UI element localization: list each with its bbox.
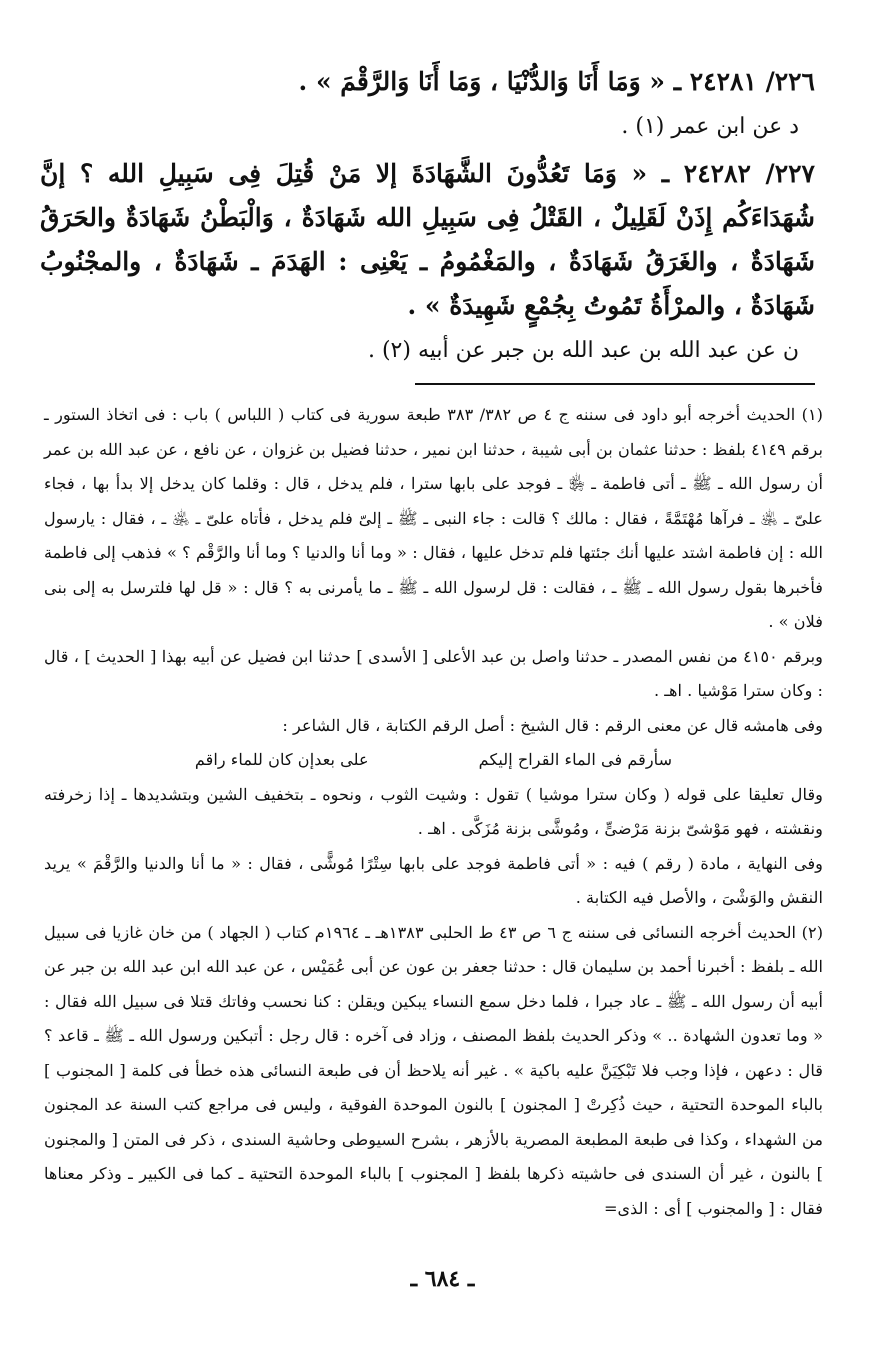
hadith-227: ٢٢٧/ ٢٤٢٨٢ ـ « وَمَا تَعُدُّونَ الشَّهَادَةَ إلا مَنْ قُتِلَ فِى سَبِيلِ الله ؟ إنَّ شُهَدَاءَكُم إِذَنْ لَقَلِيلٌ ، القَتْلُ فِى سَبِيلِ الله شَهَادَةٌ ، وَالْبَطْنُ شَهَادَةٌ والحَرَقُ شَهَادَةٌ ، والغَرَقُ شَهَادَةٌ ، والمَغْمُومُ ـ يَعْنِى : الهَدَمَ ـ شَهَادَةٌ ، والمجْنُوبُ شَهَادَةٌ ، والمرْأَةُ تَمُوتُ بِجُمْعٍ شَهِيدَةٌ » . [40,159,815,320]
hadith-227-source: ن عن عبد الله بن عبد الله بن جبر عن أبيه (٢) . [367,338,799,363]
footnotes [44,398,823,1226]
footnote-1: (١) الحديث أخرجه أبو داود فى سننه ج ٤ ص ٣٨٢/ ٣٨٣ طبعة سورية فى كتاب ( اللباس ) باب : فى اتخاذ الستور ـ برقم ٤١٤٩ بلفظ : حدثنا عثمان بن أبى شيبة ، حدثنا ابن نمير ، حدثنا فضيل بن غزوان ، عن نافع ، عن عبد الله بن عمر أن رسول الله ـ ﷺ ـ أتى فاطمة ـ ﵂ ـ فوجد على بابها سترا ، فلم يدخل ، قال : وقلما كان يدخل إلا بدأ بها ، فجاء علىّ ـ ﵁ ـ فرآها مُهْتَمَّةً ، فقال : مالك ؟ قالت : جاء النبى ـ ﷺ ـ إلىّ فلم يدخل ، فأتاه علىّ ـ ﵁ ـ ، فقال : يارسول الله : إن فاطمة اشتد عليها أنك جئتها فلم تدخل عليها ، فقال : « وما أنا والدنيا ؟ وما أنا والرَّقْم ؟ » فذهب إلى فاطمة فأخبرها بقول رسول الله ـ ﷺ ـ ، فقالت : قل لرسول الله ـ ﷺ ـ ما يأمرنى به ؟ قال : « قل لها فلترسل به إلى بنى فلان » . [44,405,823,631]
footnote-1-commentary: وقال تعليقا على قوله ( وكان سترا موشيا ) تقول : وشيت الثوب ، ونحوه ـ بتخفيف الشين وبتشديدها ـ إذا زخرفته ونقشته ، فهو مَوْشىّ بزنة مَرْضىٍّ ، ومُوشَّى بزنة مُزَكَّى . اهـ . [44,784,823,838]
hadith-226: ٢٢٦/ ٢٤٢٨١ ـ « وَمَا أَنَا وَالدُّنْيَا ، وَمَا أَنَا وَالرَّقْمَ » . [298,67,815,96]
poem-verse [44,743,823,778]
footnote-separator [415,383,815,385]
main-text [40,60,815,376]
poem-hemistich-2: على بعدإن كان للماء راقم [194,750,369,769]
poem-hemistich-1: سأرقم فى الماء القراح إليكم [478,750,673,769]
footnote-1-nihaya: وفى النهاية ، مادة ( رقم ) فيه : « أتى فاطمة فوجد على بابها سِتْرًا مُوشًّى ، فقال : « ما أنا والدنيا والرَّقْمَ » يريد النقش والوَشْىَ ، والأصل فيه الكتابة . [44,853,823,907]
hadith-226-source: د عن ابن عمر (١) . [621,114,799,139]
footnote-1-continuation: وبرقم ٤١٥٠ من نفس المصدر ـ حدثنا واصل بن عبد الأعلى [ الأسدى ] حدثنا ابن فضيل عن أبيه بهذا [ الحديث ] ، قال : وكان سترا مَوْشيا . اهـ . [44,646,823,700]
footnote-1-margin-note: وفى هامشه قال عن معنى الرقم : قال الشيخ : أصل الرقم الكتابة ، قال الشاعر : [282,715,823,735]
footnote-2: (٢) الحديث أخرجه النسائى فى سننه ج ٦ ص ٤٣ ط الحلبى ١٣٨٣هـ ـ ١٩٦٤م كتاب ( الجهاد ) من خان غازيا فى سبيل الله ـ بلفظ : أخبرنا أحمد بن سليمان قال : حدثنا جعفر بن عون عن أبى عُمَيْس ، عن عبد الله ابن عبد الله بن جبر عن أبيه أن رسول الله ـ ﷺ ـ عاد جبرا ، فلما دخل سمع النساء يبكين ويقلن : كنا نحسب وفاتك قتلا فى سبيل الله فقال : « وما تعدون الشهادة .. » وذكر الحديث بلفظ المصنف ، وزاد فى آخره : قال رجل : أتبكين ورسول الله ـ ﷺ ـ قاعد ؟ قال : دعهن ، فإذا وجب فلا تَبْكِيَنَّ عليه باكية » . غير أنه يلاحظ أن فى طبعة النسائى هذه خطأ فى كلمة [ المجنوب ] بالباء الموحدة التحتية ، حيث ذُكِرتْ [ المجنون ] بالنون الموحدة الفوقية ، وليس فى مراجع كتب السنة عد المجنون من الشهداء ، وكذا فى طبعة المطبعة المصرية بالأزهر ، بشرح السيوطى وحاشية السندى ، ذكر فى المتن [ والمجنون ] بالنون ، غير أن السندى فى حاشيته ذكرها بلفظ [ المجنوب ] بالباء الموحدة التحتية ـ كما فى الكبير ـ وذكر معناها فقال : [ والمجنوب ] أى : الذى= [44,922,824,1218]
page-number: ـ ٦٨٤ ـ [410,1266,475,1292]
